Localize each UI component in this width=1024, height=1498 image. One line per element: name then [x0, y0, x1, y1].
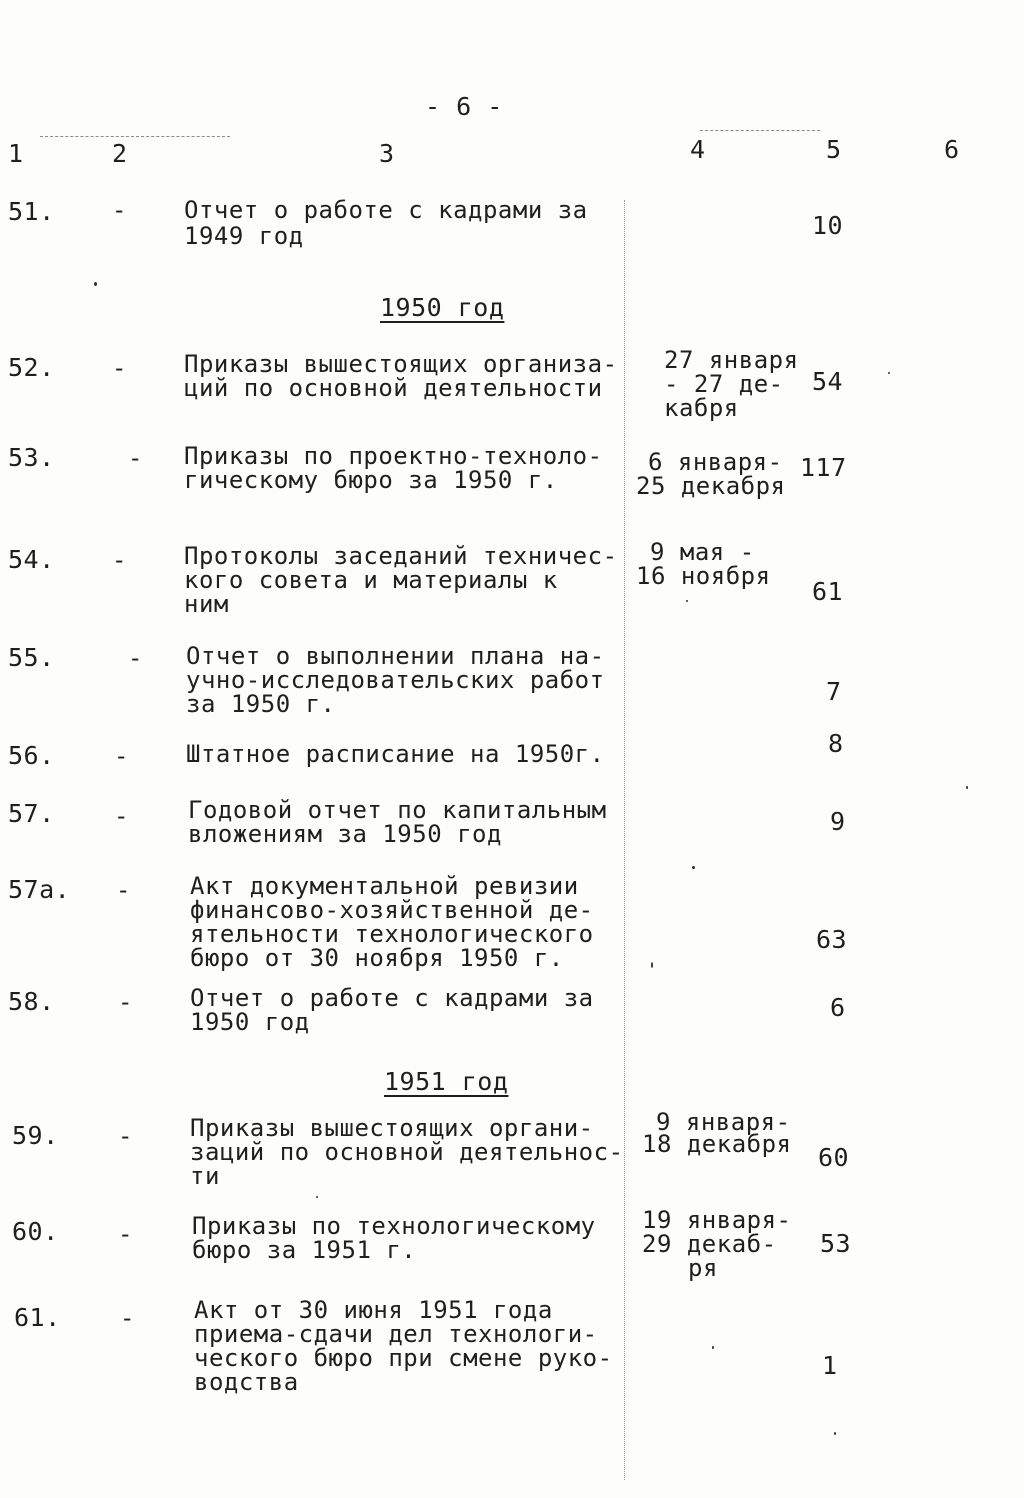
row-title-line: бюро от 30 ноября 1950 г.: [190, 944, 564, 972]
scan-speck: [651, 962, 653, 968]
row-title-line: Приказы по технологическому: [192, 1212, 596, 1240]
section-heading-1951: 1951 год: [384, 1067, 509, 1096]
row-title-line: ятельности технологического: [190, 920, 594, 948]
row-dash: -: [128, 644, 143, 672]
row-date-line: 16 ноября: [636, 562, 771, 590]
row-dash: -: [128, 444, 143, 472]
row-number: 51.: [8, 197, 55, 226]
row-count: 53: [820, 1229, 852, 1258]
row-dash: -: [112, 354, 127, 382]
row-title-line: ним: [184, 590, 229, 618]
page-number: - 6 -: [425, 92, 503, 121]
row-date-line: 29 декаб-: [642, 1230, 777, 1258]
row-title-line: Годовой отчет по капитальным: [188, 796, 607, 824]
row-dash: -: [116, 876, 131, 904]
column-header-2: 2: [112, 139, 128, 168]
row-dash: -: [114, 802, 129, 830]
scan-speck: [692, 866, 695, 869]
scan-speck: [834, 1432, 836, 1435]
scan-speck: [686, 600, 688, 602]
row-date-line: 19 января-: [642, 1206, 792, 1234]
scan-speck: [888, 372, 890, 374]
row-count: 63: [816, 925, 848, 954]
scan-speck: [966, 786, 968, 789]
row-title-line: Отчет о работе с кадрами за: [184, 196, 588, 224]
row-dash: -: [120, 1304, 135, 1332]
row-number: 56.: [8, 741, 55, 770]
row-count: 6: [830, 993, 846, 1022]
row-dash: -: [112, 546, 127, 574]
row-title-line: гическому бюро за 1950 г.: [184, 466, 558, 494]
column-header-3: 3: [379, 139, 395, 168]
header-rule-left: [40, 136, 230, 137]
scan-speck: [712, 1346, 714, 1349]
row-title-line: Акт документальной ревизии: [190, 872, 579, 900]
row-date-line: кабря: [664, 394, 739, 422]
scan-speck: [94, 282, 97, 286]
row-title-line: 1950 год: [190, 1008, 310, 1036]
column-header-6: 6: [944, 135, 960, 164]
row-number: 54.: [8, 545, 55, 574]
row-title-line: Отчет о выполнении плана на-: [186, 642, 605, 670]
row-dash: -: [118, 988, 133, 1016]
row-count: 61: [812, 577, 844, 606]
row-date-line: 9 мая -: [650, 538, 755, 566]
row-count: 8: [828, 729, 844, 758]
row-date-line: 6 января-: [648, 448, 783, 476]
row-number: 60.: [12, 1217, 59, 1246]
header-rule-right: [700, 130, 820, 131]
row-count: 7: [826, 677, 842, 706]
row-number: 57а.: [8, 875, 71, 904]
row-title-line: Приказы вышестоящих органи-: [190, 1114, 594, 1142]
row-title-line: 1949 год: [184, 222, 304, 250]
row-date-line: 27 января: [664, 346, 799, 374]
row-number: 61.: [14, 1303, 61, 1332]
row-count: 1: [822, 1351, 838, 1380]
row-title-line: вложениям за 1950 год: [188, 820, 502, 848]
row-title-line: Акт от 30 июня 1951 года: [194, 1296, 553, 1324]
row-date-line: - 27 де-: [664, 370, 784, 398]
row-title-line: учно-исследовательских работ: [186, 666, 605, 694]
row-title-line: приема-сдачи дел технологи-: [194, 1320, 598, 1348]
column-header-5: 5: [826, 135, 842, 164]
row-number: 52.: [8, 353, 55, 382]
row-dash: -: [118, 1122, 133, 1150]
row-title-line: Штатное расписание на 1950г.: [186, 740, 605, 768]
row-dash: -: [114, 742, 129, 770]
row-count: 117: [800, 453, 847, 482]
scan-speck: [316, 1196, 318, 1198]
row-title-line: бюро за 1951 г.: [192, 1236, 417, 1264]
row-title-line: водства: [194, 1368, 299, 1396]
row-title-line: Протоколы заседаний техничес-: [184, 542, 618, 570]
row-title-line: ти: [190, 1162, 220, 1190]
row-number: 57.: [8, 799, 55, 828]
column-header-1: 1: [8, 139, 24, 168]
row-date-line: 18 декабря: [642, 1130, 792, 1158]
row-dash: -: [112, 196, 127, 224]
row-title-line: финансово-хозяйственной де-: [190, 896, 594, 924]
row-title-line: ций по основной деятельности: [184, 374, 603, 402]
row-count: 9: [830, 807, 846, 836]
row-number: 58.: [8, 987, 55, 1016]
row-date-line: ря: [688, 1254, 718, 1282]
row-number: 55.: [8, 643, 55, 672]
row-title-line: заций по основной деятельнос-: [190, 1138, 624, 1166]
row-title-line: ческого бюро при смене руко-: [194, 1344, 613, 1372]
row-date-line: 9 января-: [656, 1108, 791, 1136]
column-header-4: 4: [690, 135, 706, 164]
row-dash: -: [118, 1220, 133, 1248]
row-count: 10: [812, 211, 844, 240]
row-number: 59.: [12, 1121, 59, 1150]
section-heading-1950: 1950 год: [380, 293, 505, 322]
row-date-line: 25 декабря: [636, 472, 786, 500]
column-separator: [624, 200, 625, 1480]
row-count: 60: [818, 1143, 850, 1172]
row-title-line: за 1950 г.: [186, 690, 336, 718]
row-title-line: кого совета и материалы к: [184, 566, 558, 594]
row-number: 53.: [8, 443, 55, 472]
row-title-line: Отчет о работе с кадрами за: [190, 984, 594, 1012]
row-title-line: Приказы вышестоящих организа-: [184, 350, 618, 378]
row-title-line: Приказы по проектно-техноло-: [184, 442, 603, 470]
row-count: 54: [812, 367, 844, 396]
